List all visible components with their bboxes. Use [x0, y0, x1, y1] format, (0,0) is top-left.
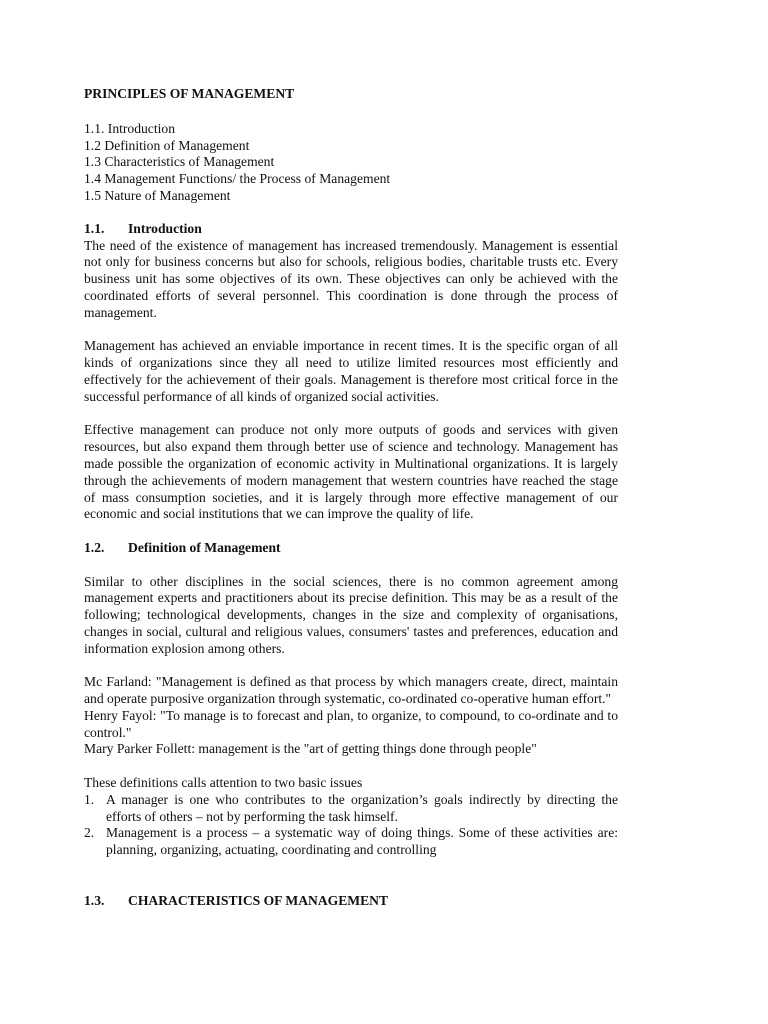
- list-item-text: Management is a process – a systematic way of doing things. Some of these activities are: planning, organizing, actuating, coordinating and controlling: [106, 825, 618, 858]
- section-title: Introduction: [128, 220, 202, 236]
- definition-quote: Henry Fayol: "To manage is to forecast and plan, to organize, to compound, to co-ordinate and to control.": [84, 707, 618, 740]
- definition-quote: Mc Farland: "Management is defined as that process by which managers create, direct, maintain and operate purposive organization through systematic, co-ordinated co-operative human effort.": [84, 674, 618, 707]
- toc-item: 1.5 Nature of Management: [84, 187, 231, 203]
- section-number: 1.2.: [84, 539, 105, 555]
- table-of-contents: [84, 121, 618, 205]
- section-number: 1.1.: [84, 220, 105, 236]
- list-marker: 2.: [84, 825, 95, 841]
- definition-quote: Mary Parker Follett: management is the "art of getting things done through people": [84, 741, 537, 757]
- section-title: CHARACTERISTICS OF MANAGEMENT: [128, 892, 389, 908]
- section-heading-characteristics: [84, 893, 618, 910]
- section-title: Definition of Management: [128, 539, 281, 555]
- document-title: PRINCIPLES OF MANAGEMENT: [84, 86, 295, 101]
- toc-item: 1.2 Definition of Management: [84, 137, 250, 153]
- list-marker: 1.: [84, 791, 95, 807]
- issues-list: [84, 792, 618, 859]
- toc-item: 1.4 Management Functions/ the Process of Management: [84, 171, 391, 187]
- list-item: [84, 792, 618, 826]
- list-item: [84, 825, 618, 859]
- issues-intro: These definitions calls attention to two basic issues: [84, 775, 363, 791]
- toc-item: 1.3 Characteristics of Management: [84, 154, 275, 170]
- toc-item: 1.1. Introduction: [84, 120, 175, 136]
- section-number: 1.3.: [84, 892, 105, 908]
- paragraph: Management has achieved an enviable importance in recent times. It is the specific organ of all kinds of organizations since they all need to utilize limited resources most efficiently and effectively for the achievement of their goals. Management is therefore most critical force in the successful performance of all kinds of organized social activities.: [84, 338, 618, 404]
- section-heading-introduction: [84, 221, 618, 238]
- section-heading-definition: [84, 540, 618, 557]
- paragraph: Similar to other disciplines in the social sciences, there is no common agreement among management experts and practitioners about its precise definition. This may be as a result of the following; technological developments, changes in the size and complexity of organisations, changes in social, cultural and religious values, consumers' tastes and preferences, education and information explosion among others.: [84, 573, 618, 656]
- paragraph: The need of the existence of management has increased tremendously. Management is essential not only for business concerns but also for schools, religious bodies, charitable trusts etc. Every business unit has some objectives of its own. These objectives can only be achieved with the coordinated efforts of several personnel. This coordination is done through the process of management.: [84, 237, 618, 320]
- paragraph: Effective management can produce not only more outputs of goods and services with given resources, but also expand them through better use of science and technology. Management has made possible the organization of economic activity in Multinational organizations. It is largely through the achievements of modern management that western countries have reached the stage of mass consumption societies, and it is largely through more effective management of our economic and social institutions that we can improve the quality of life.: [84, 422, 618, 522]
- list-item-text: A manager is one who contributes to the organization’s goals indirectly by directing the efforts of others – not by performing the task himself.: [106, 791, 618, 824]
